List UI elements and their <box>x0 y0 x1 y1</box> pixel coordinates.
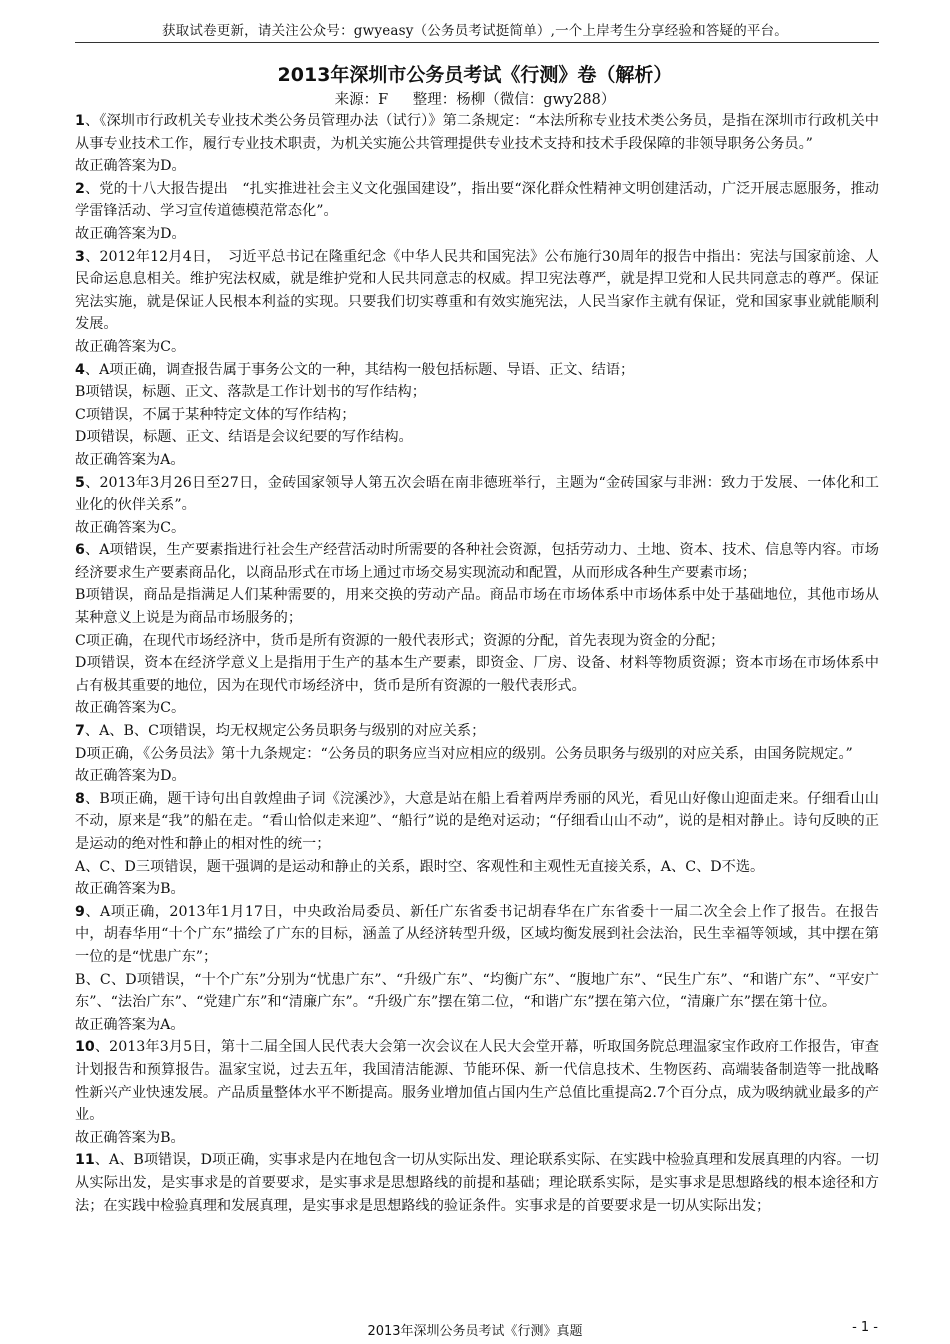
question-paragraph <box>75 788 879 856</box>
question-number: 2 <box>75 180 85 197</box>
paragraph-text: 、B项正确，题干诗句出自敦煌曲子词《浣溪沙》，大意是站在船上看着两岸秀丽的风光，看见山好像山迎面走来。仔细看山山不动，原来是“我”的船在走。“看山恰似走来迎”、“船行”说的是绝对运动；“仔细看山山不动”，说的是相对静止。诗句反映的正是运动的绝对性和静止的相对性的统一； <box>75 790 879 852</box>
question-paragraph <box>75 359 879 382</box>
answer-line <box>75 743 879 766</box>
question-paragraph <box>75 110 879 155</box>
paragraph-text: 、《深圳市行政机关专业技术类公务员管理办法（试行）》第二条规定：“本法所称专业技术类公务员，是指在深圳市行政机关中从事专业技术工作，履行专业技术职责，为机关实施公共管理提供专业技术支持和技术手段保障的非领导职务公务员。” <box>75 113 879 152</box>
paragraph-text: 故正确答案为B。 <box>75 881 185 898</box>
paragraph-text: 故正确答案为C。 <box>75 338 186 355</box>
question-number: 5 <box>75 474 85 491</box>
answer-line <box>75 426 879 449</box>
answer-line <box>75 969 879 1014</box>
answer-line <box>75 878 879 901</box>
answer-line <box>75 856 879 879</box>
question-paragraph <box>75 901 879 969</box>
document-body <box>75 110 879 1217</box>
paragraph-text: 故正确答案为C。 <box>75 519 186 536</box>
paragraph-text: 、A、B、C项错误，均无权规定公务员职务与级别的对应关系； <box>84 723 486 740</box>
question-number: 9 <box>75 903 85 920</box>
paragraph-text: D项错误，资本在经济学意义上是指用于生产的基本生产要素，即资金、厂房、设备、材料等物质资源；资本市场在市场体系中占有极其重要的地位，因为在现代市场经济中，货币是所有资源的一般代表形式。 <box>75 655 879 694</box>
question-paragraph <box>75 1036 879 1126</box>
answer-line <box>75 765 879 788</box>
answer-line <box>75 630 879 653</box>
question-paragraph <box>75 720 879 743</box>
paragraph-text: 、2013年3月5日，第十二届全国人民代表大会第一次会议在人民大会堂开幕，听取国务院总理温家宝作政府工作报告，审查计划报告和预算报告。温家宝说，过去五年，我国清洁能源、节能环保、新一代信息技术、生物医药、高端装备制造等一批战略性新兴产业快速发展。产品质量整体水平不断提高。服务业增加值占国内生产总值比重提高2.7个百分点，成为吸纳就业最多的产业。 <box>75 1039 879 1124</box>
answer-line <box>75 404 879 427</box>
answer-line <box>75 652 879 697</box>
question-number: 1 <box>75 113 85 129</box>
page-footer: 2013年深圳公务员考试《行测》真题 <box>367 1324 583 1339</box>
question-number: 6 <box>75 542 85 559</box>
paragraph-text: D项错误，标题、正文、结语是会议纪要的写作结构。 <box>75 429 413 446</box>
question-paragraph <box>75 1149 879 1217</box>
answer-line <box>75 223 879 246</box>
paragraph-text: 、A项正确，调查报告属于事务公文的一种，其结构一般包括标题、导语、正文、结语； <box>84 361 635 378</box>
paragraph-text: 故正确答案为D。 <box>75 225 186 242</box>
question-number: 7 <box>75 723 85 740</box>
paragraph-text: B项错误，标题、正文、落款是工作计划书的写作结构； <box>75 384 426 401</box>
paragraph-text: 故正确答案为D。 <box>75 768 186 785</box>
answer-line <box>75 449 879 472</box>
header-divider <box>75 42 879 43</box>
source-line <box>0 88 950 109</box>
question-paragraph <box>75 472 879 517</box>
question-number: 10 <box>75 1039 95 1056</box>
paragraph-text: B项错误，商品是指满足人们某种需要的，用来交换的劳动产品。商品市场在市场体系中市场体系中处于基础地位，其他市场从某种意义上说是为商品市场服务的； <box>75 587 879 627</box>
paragraph-text: 、党的十八大报告提出 “扎实推进社会主义文化强国建设”，指出要“深化群众性精神文明创建活动，广泛开展志愿服务，推动学雷锋活动、学习宣传道德模范常态化”。 <box>75 180 879 220</box>
answer-line <box>75 1127 879 1150</box>
paragraph-text: 故正确答案为A。 <box>75 451 185 468</box>
question-number: 3 <box>75 248 85 265</box>
paragraph-text: 故正确答案为B。 <box>75 1129 185 1146</box>
paragraph-text: B、C、D项错误，“十个广东”分别为“忧患广东”、“升级广东”、“均衡广东”、“腹地广东”、“民生广东”、“和谐广东”、“平安广东”、“法治广东”、“党建广东”和“清廉广东”。“升级广东”摆在第二位，“和谐广东”摆在第六位，“清廉广东”摆在第十位。 <box>75 971 879 1011</box>
source-from: 来源：F <box>334 92 389 108</box>
answer-line <box>75 336 879 359</box>
question-number: 4 <box>75 361 85 378</box>
paragraph-text: A、C、D三项错误，题干强调的是运动和静止的关系，跟时空、客观性和主观性无直接关系，A、C、D不选。 <box>75 858 765 875</box>
answer-line <box>75 517 879 540</box>
answer-line <box>75 381 879 404</box>
paragraph-text: 故正确答案为D。 <box>75 158 186 175</box>
paragraph-text: 、2013年3月26日至27日，金砖国家领导人第五次会晤在南非德班举行，主题为“金砖国家与非洲：致力于发展、一体化和工业化的伙伴关系”。 <box>75 474 879 514</box>
answer-line <box>75 155 879 178</box>
question-paragraph <box>75 539 879 584</box>
question-number: 11 <box>75 1152 95 1169</box>
answer-line <box>75 1014 879 1037</box>
paragraph-text: C项正确，在现代市场经济中，货币是所有资源的一般代表形式；资源的分配，首先表现为资金的分配； <box>75 632 725 649</box>
page-number: - 1 - <box>852 1320 878 1335</box>
question-paragraph <box>75 246 879 336</box>
paragraph-text: 故正确答案为C。 <box>75 700 186 717</box>
paragraph-text: 、2012年12月4日， 习近平总书记在隆重纪念《中华人民共和国宪法》公布施行30周年的报告中指出：宪法与国家前途、人民命运息息相关。维护宪法权威，就是维护党和人民共同意志的权威。捍卫宪法尊严，就是捍卫党和人民共同意志的尊严。保证宪法实施，就是保证人民根本利益的实现。只要我们切实尊重和有效实施宪法，人民当家作主就有保证，党和国家事业就能顺利发展。 <box>75 248 879 333</box>
paragraph-text: 、A、B项错误，D项正确，实事求是内在地包含一切从实际出发、理论联系实际、在实践中检验真理和发展真理的内容。一切从实际出发，是实事求是的首要要求，是实事求是思想路线的前提和基础；理论联系实际，是实事求是思想路线的根本途径和方法；在实践中检验真理和发展真理，是实事求是思想路线的验证条件。实事求是的首要要求是一切从实际出发； <box>75 1152 879 1214</box>
question-number: 8 <box>75 790 85 807</box>
header-note: 获取试卷更新，请关注公众号：gwyeasy（公务员考试挺简单）,一个上岸考生分享经验和答疑的平台。 <box>161 23 788 39</box>
page-title: 2013年深圳市公务员考试《行测》卷（解析） <box>277 64 673 86</box>
question-paragraph <box>75 178 879 223</box>
answer-line <box>75 584 879 629</box>
paragraph-text: 、A项错误，生产要素指进行社会生产经营活动时所需要的各种社会资源，包括劳动力、土地、资本、技术、信息等内容。市场经济要求生产要素商品化，以商品形式在市场上通过市场交易实现流动和配置，从而形成各种生产要素市场； <box>75 542 879 581</box>
source-editor: 整理：杨柳（微信：gwy288） <box>412 92 616 108</box>
answer-line <box>75 697 879 720</box>
paragraph-text: 、A项正确，2013年1月17日，中央政治局委员、新任广东省委书记胡春华在广东省委十一届二次全会上作了报告。在报告中，胡春华用“十个广东”描绘了广东的目标，涵盖了从经济转型升级，区域均衡发展到社会法治，民生幸福等领域，其中摆在第一位的是“忧患广东”； <box>75 903 879 965</box>
paragraph-text: D项正确，《公务员法》第十九条规定：“公务员的职务应当对应相应的级别。公务员职务与级别的对应关系，由国务院规定。” <box>75 745 853 762</box>
paragraph-text: 故正确答案为A。 <box>75 1016 185 1033</box>
paragraph-text: C项错误，不属于某种特定文体的写作结构； <box>75 406 356 423</box>
